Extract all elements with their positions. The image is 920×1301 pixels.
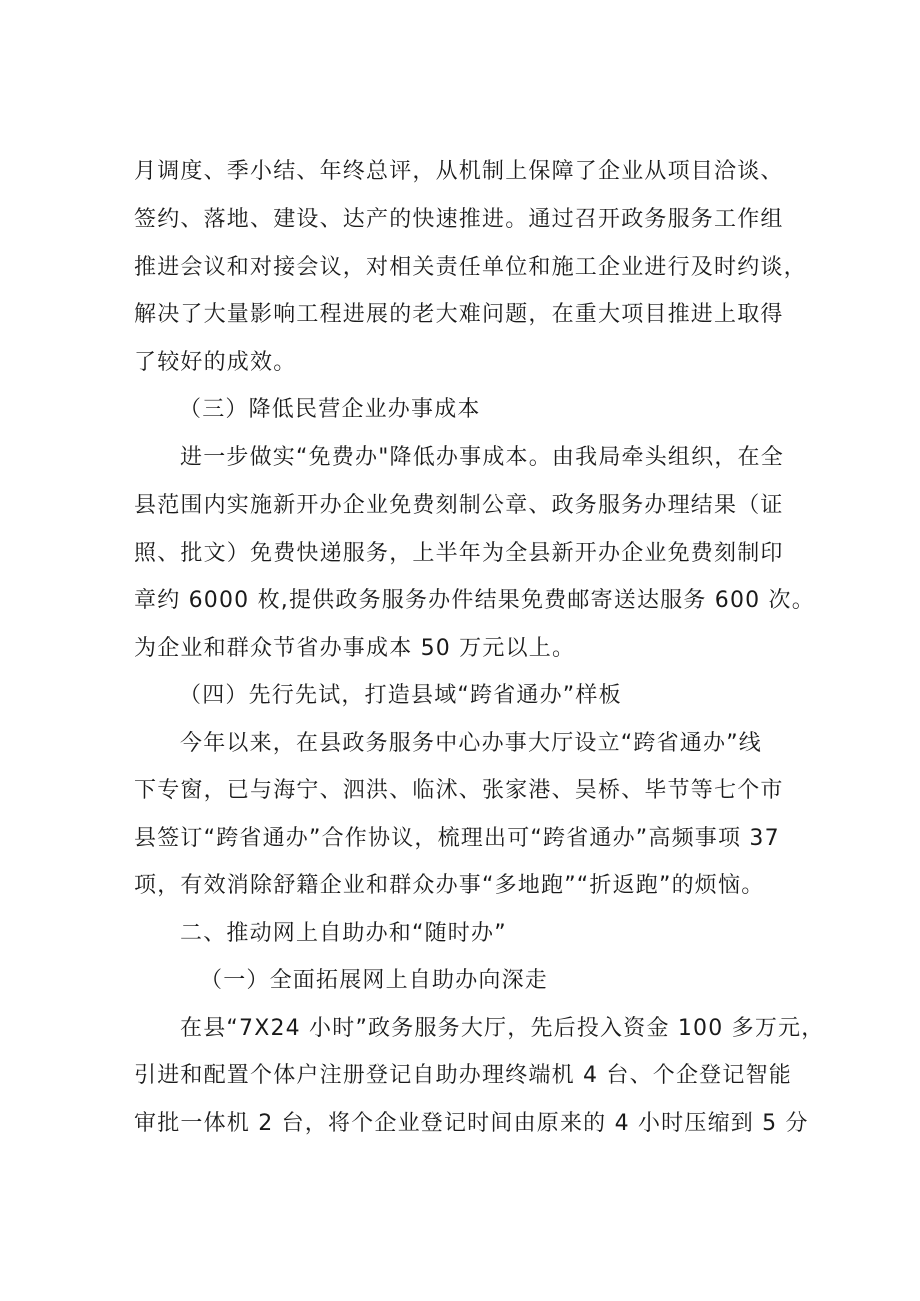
paragraph-line: 在县“7X24 小时”政务服务大厅，先后投入资金 100 多万元， — [180, 1016, 825, 1041]
paragraph-line: 推进会议和对接会议，对相关责任单位和施工企业进行及时约谈， — [134, 255, 807, 280]
paragraph-line: 下专窗，已与海宁、泗洪、临沭、张家港、吴桥、毕节等七个市 — [134, 778, 784, 803]
section-heading: （三）降低民营企业办事成本 — [179, 397, 481, 422]
paragraph-line: 了较好的成效。 — [134, 350, 297, 375]
section-heading: （四）先行先试，打造县域“跨省通办”样板 — [179, 683, 622, 708]
paragraph-line: 引进和配置个体户注册登记自助办理终端机 4 台、个企登记智能 — [134, 1063, 792, 1088]
paragraph-line: 进一步做实“免费办"降低办事成本。由我局牵头组织，在全 — [180, 445, 784, 470]
chapter-heading: 二、推动网上自助办和“随时办” — [180, 921, 507, 946]
paragraph-line: 解决了大量影响工程进展的老大难问题，在重大项目推进上取得 — [134, 302, 784, 327]
paragraph-line: 今年以来，在县政务服务中心办事大厅设立“跨省通办”线 — [180, 731, 762, 756]
paragraph-line: 县签订“跨省通办”合作协议，梳理出可“跨省通办”高频事项 37 — [134, 826, 780, 851]
paragraph-line: 月调度、季小结、年终总评，从机制上保障了企业从项目洽谈、 — [134, 159, 784, 184]
paragraph-line: 审批一体机 2 台，将个企业登记时间由原来的 4 小时压缩到 5 分 — [134, 1111, 809, 1136]
section-heading: （一）全面拓展网上自助办向深走 — [200, 968, 549, 993]
paragraph-line: 为企业和群众节省办事成本 50 万元以上。 — [134, 636, 576, 661]
paragraph-line: 签约、落地、建设、达产的快速推进。通过召开政务服务工作组 — [134, 207, 784, 232]
paragraph-line: 县范围内实施新开办企业免费刻制公章、政务服务办理结果（证 — [134, 493, 784, 518]
paragraph-line: 项，有效消除舒籍企业和群众办事“多地跑”“折返跑”的烦恼。 — [134, 873, 765, 898]
paragraph-line: 照、批文）免费快递服务，上半年为全县新开办企业免费刻制印 — [134, 541, 784, 566]
paragraph-line: 章约 6000 枚,提供政务服务办件结果免费邮寄送达服务 600 次。 — [134, 588, 815, 613]
